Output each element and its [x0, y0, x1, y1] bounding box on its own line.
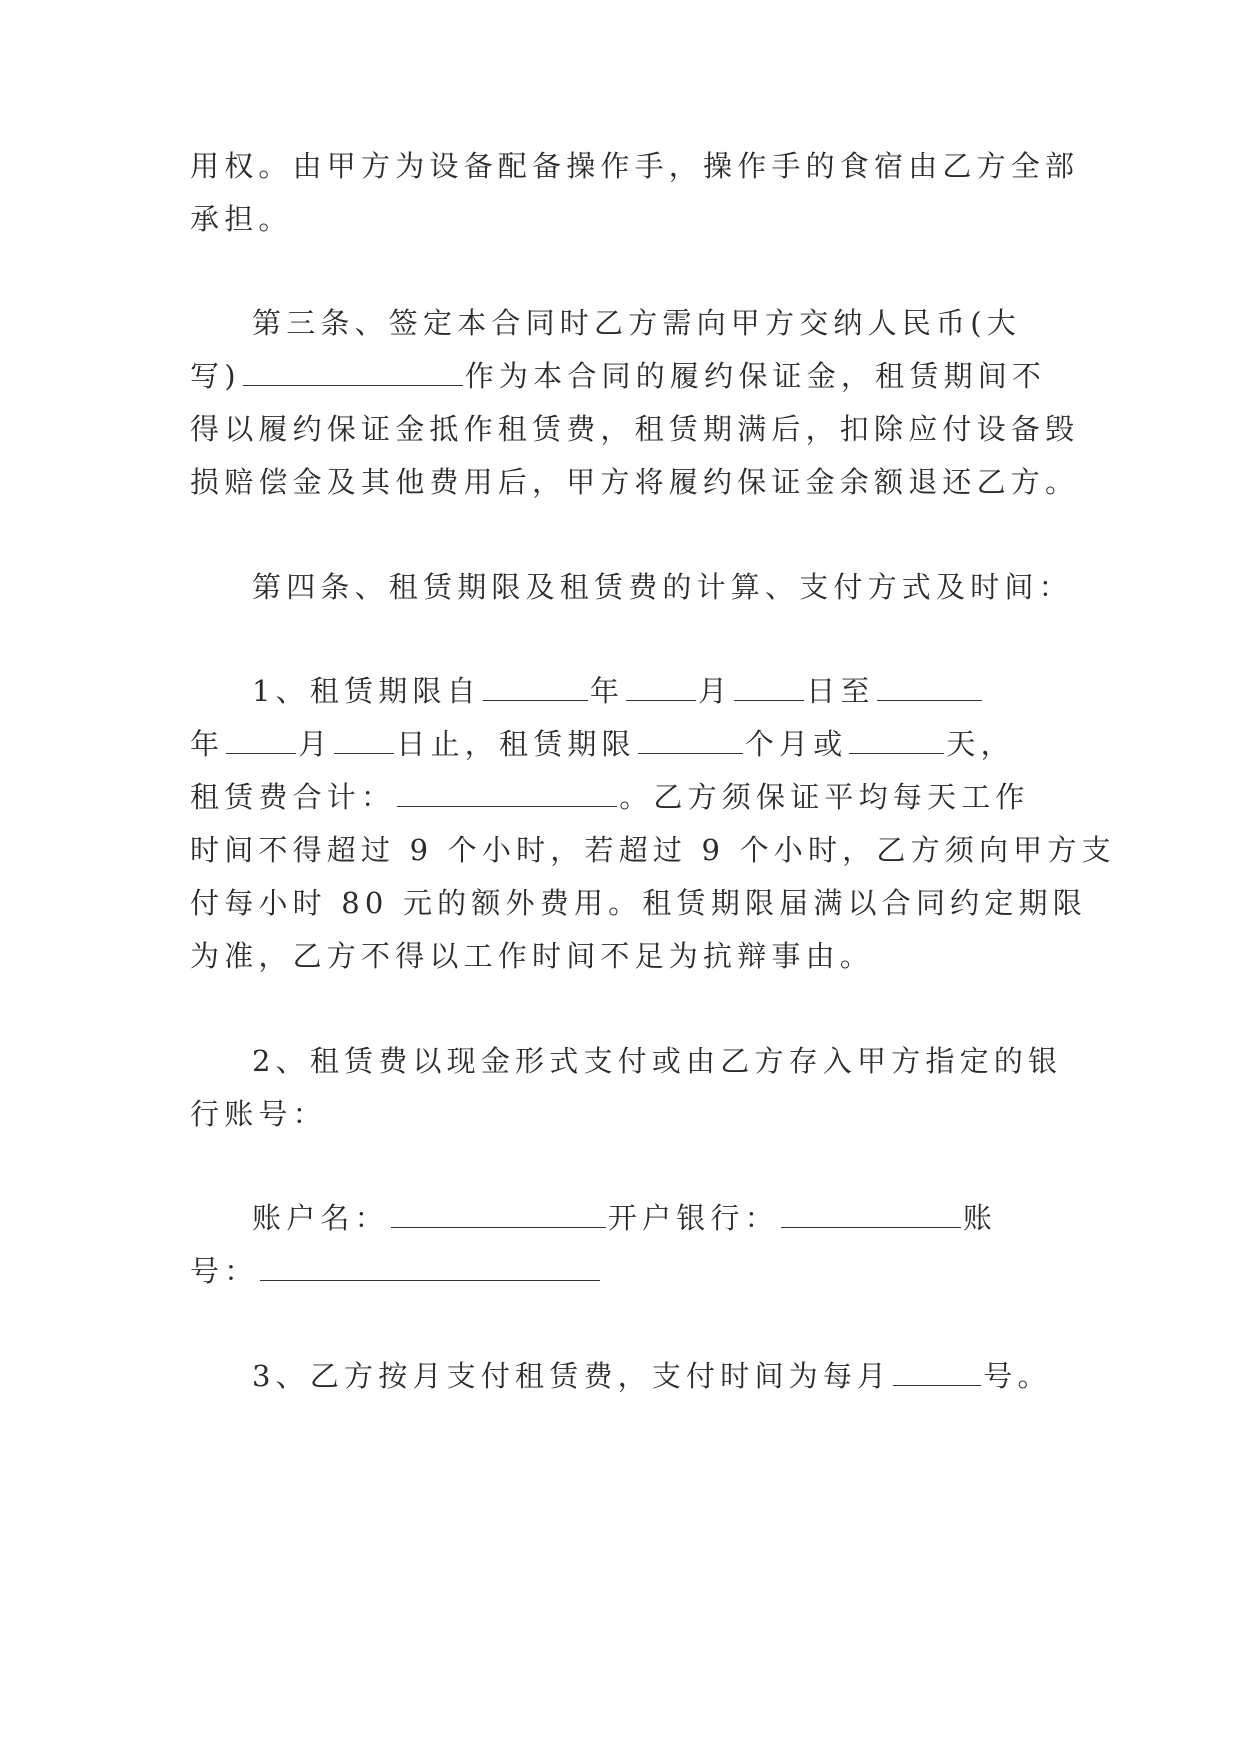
- paragraph-line: 用权。由甲方为设备配备操作手，操作手的食宿由乙方全部: [190, 149, 1080, 183]
- paragraph-line: 2、租赁费以现金形式支付或由乙方存入甲方指定的银: [252, 1044, 1063, 1078]
- paragraph-line: 付每小时 80 元的额外费用。租赁期限届满以合同约定期限: [190, 886, 1087, 920]
- start-day-blank[interactable]: [734, 674, 804, 701]
- paragraph-line: 时间不得超过 9 个小时，若超过 9 个小时，乙方须向甲方支: [190, 833, 1116, 867]
- lease-months-blank[interactable]: [638, 727, 743, 754]
- amount-uppercase-blank[interactable]: [243, 359, 463, 386]
- paragraph-line: 写) 作为本合同的履约保证金，租赁期间不: [190, 359, 1047, 393]
- paragraph-line: 号：: [190, 1251, 1070, 1291]
- paragraph-line: 损赔偿金及其他费用后，甲方将履约保证金余额退还乙方。: [190, 465, 1080, 499]
- paragraph-line: 承担。: [190, 202, 293, 236]
- paragraph-line: 3、乙方按月支付租赁费，支付时间为每月 号。: [252, 1359, 1052, 1393]
- start-year-blank[interactable]: [483, 674, 588, 701]
- paragraph-line: 租赁费合计： 。乙方须保证平均每天工作: [190, 780, 1030, 814]
- paragraph-line: 为准，乙方不得以工作时间不足为抗辩事由。: [190, 939, 875, 973]
- paragraph-line: 得以履约保证金抵作租赁费，租赁期满后，扣除应付设备毁: [190, 412, 1080, 446]
- lease-days-blank[interactable]: [849, 727, 944, 754]
- end-month-blank[interactable]: [226, 727, 296, 754]
- payment-day-blank[interactable]: [893, 1359, 981, 1386]
- article-3-title-line: 第三条、签定本合同时乙方需向甲方交纳人民币(大: [252, 306, 1021, 340]
- account-number-blank[interactable]: [260, 1254, 600, 1281]
- start-month-blank[interactable]: [626, 674, 696, 701]
- article-4-title-line: 第四条、租赁期限及租赁费的计算、支付方式及时间：: [252, 570, 1073, 604]
- paragraph-line: 账户名： 开户银行： 账: [252, 1201, 998, 1235]
- paragraph-line: 1、租赁期限自 年 月 日至: [252, 671, 1132, 711]
- paragraph-line: 年 月 日止，租赁期限 个月或 天，: [190, 727, 1015, 761]
- account-name-blank[interactable]: [391, 1201, 606, 1228]
- paragraph-line: 行账号：: [190, 1097, 327, 1131]
- total-rent-blank[interactable]: [397, 780, 617, 807]
- end-day-blank[interactable]: [334, 727, 394, 754]
- end-year-blank[interactable]: [877, 674, 982, 701]
- bank-name-blank[interactable]: [781, 1201, 961, 1228]
